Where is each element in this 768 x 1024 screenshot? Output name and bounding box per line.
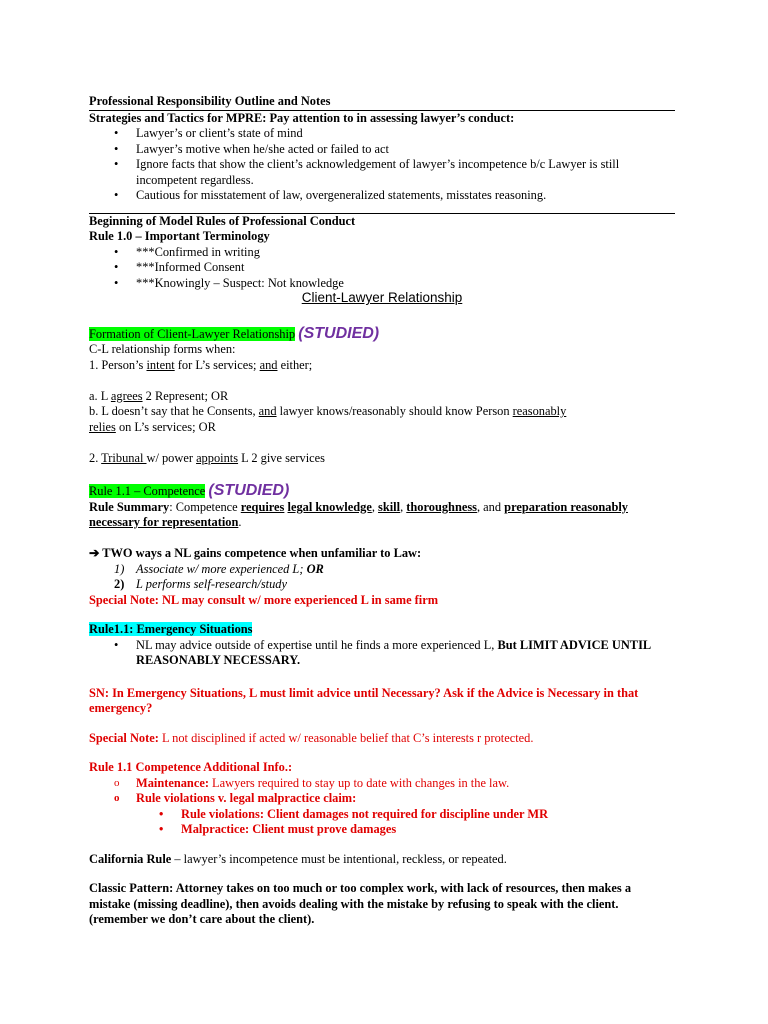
document-title: Professional Responsibility Outline and Notes — [89, 94, 331, 108]
formation-heading: Formation of Client-Lawyer Relationship — [89, 326, 296, 341]
strategies-list — [89, 126, 675, 204]
list-item: • Lawyer’s motive when he/she acted or failed to act — [89, 142, 675, 158]
formation-line1: C-L relationship forms when: — [89, 342, 236, 356]
formation-b: b. L doesn’t say that he Consents, and lawyer knows/reasonably should know Person reasonably relies on L’s services; OR — [89, 404, 567, 434]
formation-line2: 1. Person’s intent for L’s services; and either; — [89, 357, 313, 372]
sn-note: SN: In Emergency Situations, L must limit advice until Necessary? Ask if the Advice is Necessary in that emergency? — [89, 685, 639, 715]
two-ways-line: ➔ TWO ways a NL gains competence when unfamiliar to Law: — [89, 546, 422, 560]
strategies-heading: Strategies and Tactics for MPRE: Pay attention to in assessing lawyer’s conduct: — [89, 110, 515, 125]
classic-pattern: Classic Pattern: Attorney takes on too much or too complex work, with lack of resources, then makes a mistake (missing deadline), then avoids dealing with the mistake by refusing to speak with the client. (remember we don’t care about the client). — [89, 881, 632, 926]
emergency-heading-line — [89, 622, 675, 638]
additional-list — [89, 776, 675, 838]
competence-heading: Rule 1.1 – Competence — [89, 484, 206, 498]
formation-heading-line — [89, 326, 675, 343]
model-rules-heading: Beginning of Model Rules of Professional Conduct — [89, 213, 356, 228]
additional-heading: Rule 1.1 Competence Additional Info.: — [89, 760, 293, 774]
studied-tag: (STUDIED) — [298, 324, 380, 342]
california-rule: California Rule – lawyer’s incompetence must be intentional, reckless, or repeated. — [89, 851, 507, 866]
formation-tribunal: 2. Tribunal w/ power appoints L 2 give services — [89, 450, 325, 465]
terminology-list — [89, 245, 675, 292]
emergency-heading: Rule1.1: Emergency Situations — [89, 622, 253, 636]
rule-1-0-heading: Rule 1.0 – Important Terminology — [89, 229, 270, 243]
rule-summary: Rule Summary: Competence requires legal knowledge, skill, thoroughness, and preparation reasonably necessary for representation. — [89, 499, 628, 529]
studied-tag: (STUDIED) — [208, 482, 290, 499]
section-title: Client-Lawyer Relationship — [301, 290, 463, 305]
list-item: • Malpractice: Client must prove damages — [89, 822, 675, 838]
list-item: • Ignore facts that show the client’s acknowledgement of lawyer’s incompetence b/c Lawyer is still incompetent regardless. — [89, 157, 675, 188]
list-item: o Rule violations v. legal malpractice claim: — [89, 791, 675, 807]
two-ways-list — [89, 562, 675, 593]
list-item: • ***Informed Consent — [89, 260, 675, 276]
competence-heading-line — [89, 483, 675, 500]
list-item: • NL may advice outside of expertise until he finds a more experienced L, But LIMIT ADVICE UNTIL REASONABLY NECESSARY. — [89, 638, 675, 669]
list-item: • Rule violations: Client damages not required for discipline under MR — [89, 807, 675, 823]
emergency-list — [89, 638, 675, 669]
emergency-special-note: Special Note: L not disciplined if acted w/ reasonable belief that C’s interests r protected. — [89, 730, 534, 745]
document-page — [89, 94, 675, 928]
list-item: 1) Associate w/ more experienced L; OR — [114, 561, 324, 576]
formation-a: a. L agrees 2 Represent; OR — [89, 388, 229, 403]
list-item: • ***Knowingly – Suspect: Not knowledge — [89, 276, 675, 292]
list-item: 2) L performs self-research/study — [114, 577, 287, 591]
list-item: o Maintenance: Lawyers required to stay up to date with changes in the law. — [89, 776, 675, 792]
list-item: • Cautious for misstatement of law, overgeneralized statements, misstates reasoning. — [89, 188, 675, 204]
list-item: • ***Confirmed in writing — [89, 245, 675, 261]
special-note: Special Note: NL may consult w/ more experienced L in same firm — [89, 592, 439, 607]
list-item: • Lawyer’s or client’s state of mind — [89, 126, 675, 142]
arrow-right-icon: ➔ — [89, 546, 103, 560]
